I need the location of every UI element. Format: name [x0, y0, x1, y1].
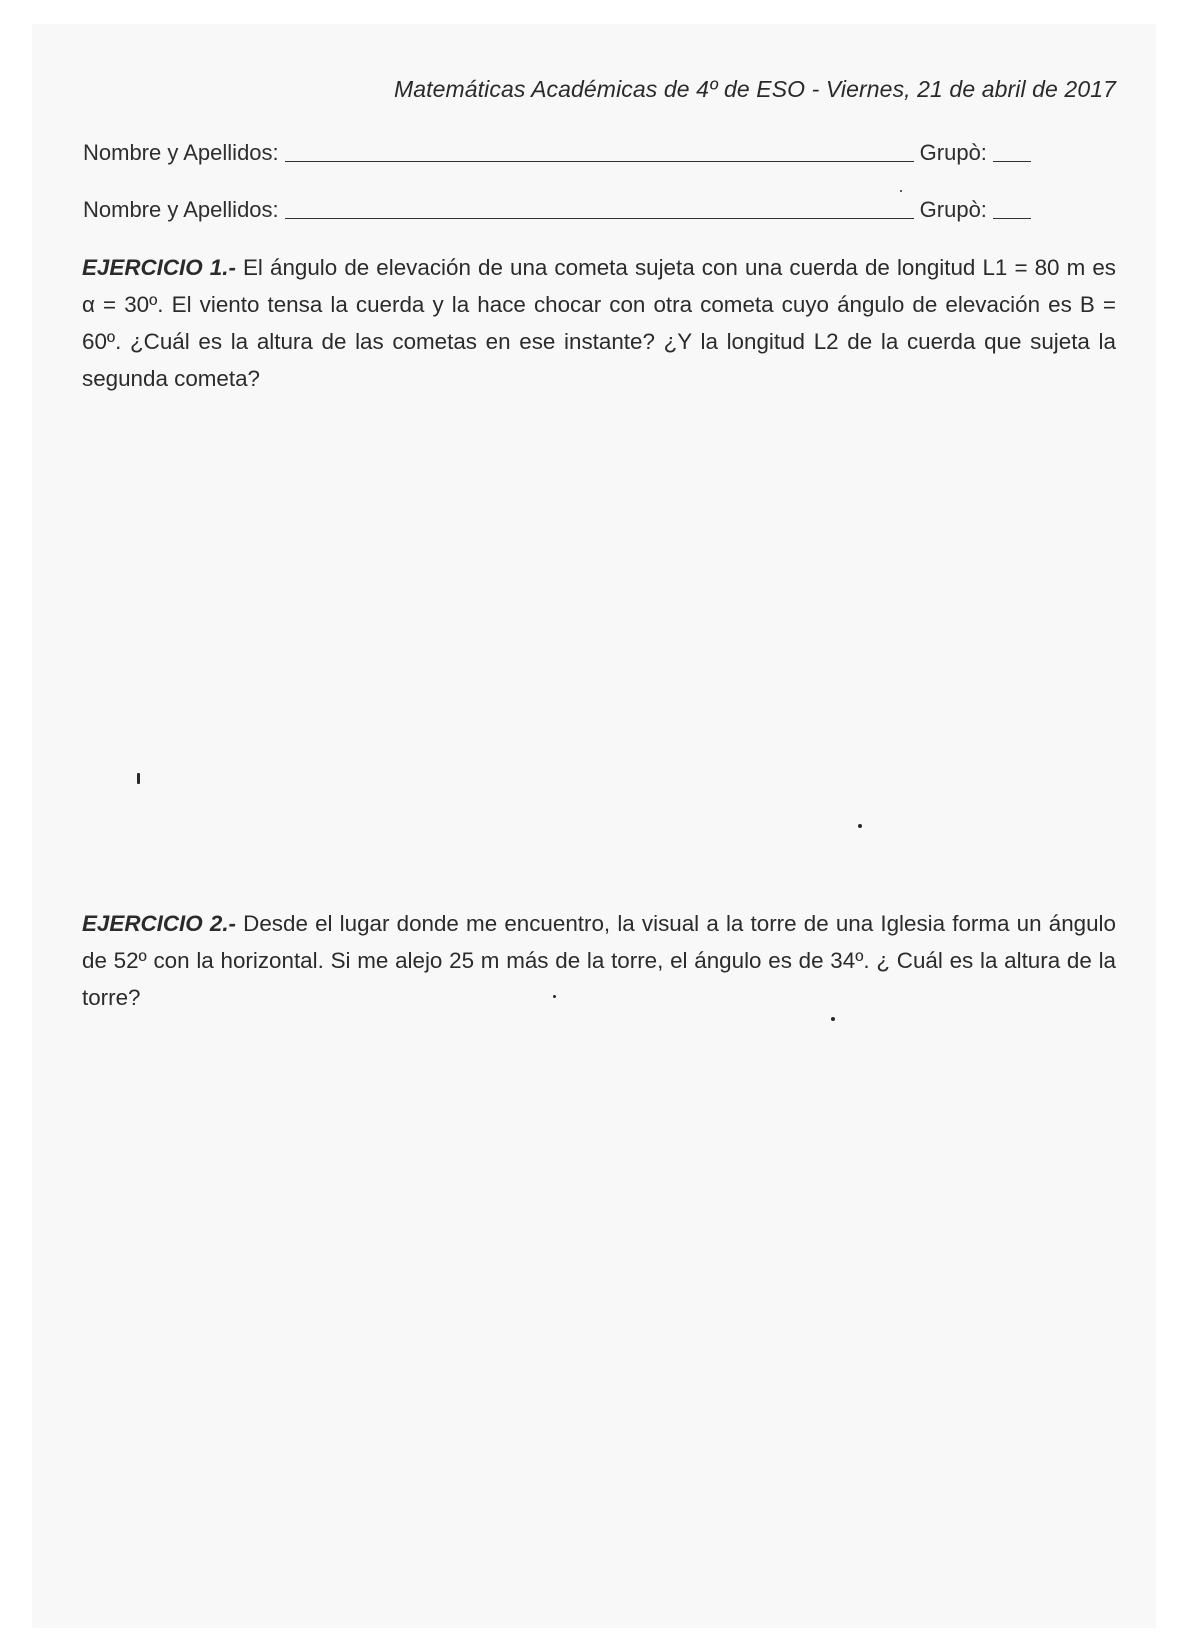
group-blank-line — [993, 194, 1031, 219]
scan-speck — [858, 824, 862, 828]
exercise-2 — [82, 905, 1116, 1016]
name-label: Nombre y Apellidos: — [83, 197, 279, 222]
group-label: Grupò: — [919, 197, 987, 222]
scan-mark — [137, 773, 140, 784]
scan-speck — [553, 995, 556, 998]
exercise-1 — [82, 249, 1116, 397]
exercise-2-text: Desde el lugar donde me encuentro, la visual a la torre de una Iglesia forma un ángulo de 52º con la horizontal. Si me alejo 25 m más de la torre, el ángulo es de 34º. ¿ Cuál es la altura de la torre? — [82, 911, 1116, 1010]
student-name-row-2 — [83, 191, 1085, 223]
group-blank-line — [993, 137, 1031, 162]
scan-speck — [900, 190, 902, 192]
student-name-row-1 — [83, 134, 1085, 166]
group-label: Grupò: — [919, 140, 987, 165]
exam-header: Matemáticas Académicas de 4º de ESO - Viernes, 21 de abril de 2017 — [393, 76, 1116, 102]
name-blank-line — [285, 137, 914, 162]
exercise-2-heading: EJERCICIO 2.- — [82, 911, 236, 936]
name-label: Nombre y Apellidos: — [83, 140, 279, 165]
scan-speck — [831, 1017, 835, 1021]
name-blank-line — [285, 194, 914, 219]
exercise-1-text: El ángulo de elevación de una cometa sujeta con una cuerda de longitud L1 = 80 m es α = 30º. El viento tensa la cuerda y la hace chocar con otra cometa cuyo ángulo de elevación es B = 60º. ¿Cuál es la altura de las cometas en ese instante? ¿Y la longitud L2 de la cuerda que sujeta la segunda cometa? — [82, 255, 1116, 391]
exercise-1-heading: EJERCICIO 1.- — [82, 255, 236, 280]
